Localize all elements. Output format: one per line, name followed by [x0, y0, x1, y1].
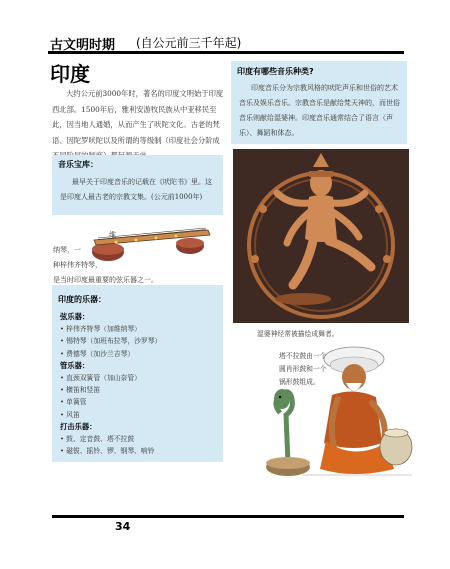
question-heading: 印度有哪些音乐种类? — [237, 67, 314, 76]
instruments-heading: 印度的乐器： — [58, 295, 106, 304]
instrument-category: 打击乐器： — [60, 421, 97, 431]
instrument-item: • 费德琴（加沙兰吉琴） — [60, 348, 218, 360]
page-number: 34 — [115, 520, 131, 533]
treasure-heading: 音乐宝库： — [58, 160, 98, 169]
tabla-caption: 塔不拉鼓由一个圆肖形鼓和一个锅形鼓组成。 — [279, 352, 327, 386]
shiva-caption: 湿婆神经常被描绘成舞者。 — [257, 330, 339, 338]
dancing-shiva-image — [233, 149, 409, 323]
footer-rule — [52, 515, 404, 518]
instrument-item: • 直颈双簧管（加山奈管） — [60, 372, 218, 384]
instrument-item: • 风笛 — [60, 409, 218, 421]
question-body: 印度音乐分为宗教风格的吠陀声乐和世俗的艺术音乐及娱乐音乐。宗教音乐是献给梵天神的，而世俗音乐则献给湿婆神。印度音乐通常结合了语言（声乐）、舞蹈和体态。 — [239, 84, 400, 137]
treasure-box — [52, 155, 223, 215]
instrument-item: • 横笛和竖笛 — [60, 384, 218, 396]
intro-paragraph: 大约公元前3000年时，著名的印度文明始于印度西北部。1500年后，雅利安游牧民族从中亚移民至此，因当地人通婚，从而产生了吠陀文化。古老的梵语、因陀罗吠陀以及所谓的等级制（印度社会分阶成 — [52, 89, 224, 145]
section-subtitle: (自公元前三千年起) — [136, 36, 242, 50]
page-title: 印度 — [50, 62, 90, 86]
instrument-category: 管乐器： — [60, 360, 90, 370]
section-title: 古文明时期 — [50, 38, 116, 53]
shiva-photo — [233, 149, 409, 323]
instrument-category: 弦乐器： — [60, 312, 90, 321]
veena-caption: 维 纳琴，一 种梓伟齐特琴， 是当时印度最重要的弦乐器之一。 — [53, 231, 158, 284]
instrument-item: • 单簧管 — [60, 396, 218, 408]
instrument-item: • 梓伟齐特琴（加维纳琴） — [60, 323, 218, 335]
instruments-box — [52, 285, 223, 462]
instruments-list — [60, 311, 218, 457]
instrument-item: • 鼓、定音鼓、塔不拉鼓 — [60, 433, 218, 445]
treasure-body: 最早关于印度音乐的记载在《吠陀书》里。这是印度人最古老的宗教文集。(公元前1000年) — [60, 178, 212, 201]
instrument-item: • 锡特琴（加班布拉琴，沙罗琴） — [60, 335, 218, 347]
question-box — [231, 61, 407, 144]
instrument-item: • 磁钹、摇铃、锣、钢琴、响铃 — [60, 445, 218, 457]
page-header — [48, 32, 404, 54]
